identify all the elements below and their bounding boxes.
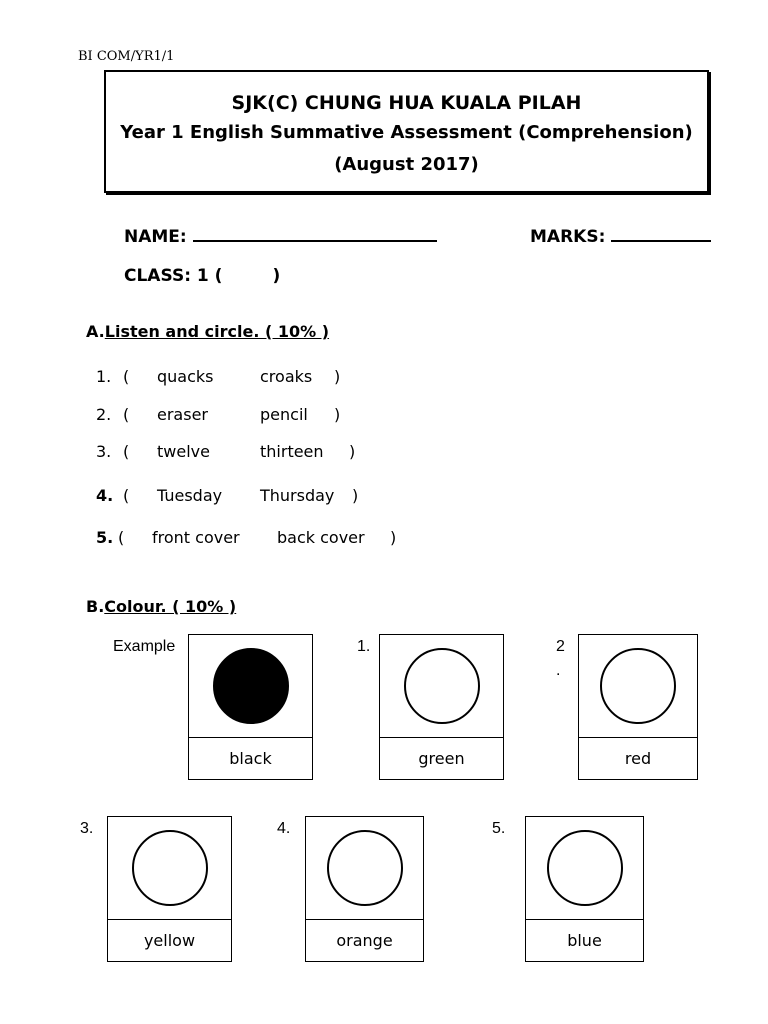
section-a-letter: A.: [86, 322, 105, 341]
option-2-b[interactable]: pencil: [260, 405, 308, 424]
colour-box-green: [379, 634, 504, 780]
open-paren: (: [123, 486, 130, 505]
colour-item-number: 2: [556, 638, 565, 655]
option-5-a[interactable]: front cover: [152, 528, 240, 547]
section-b-heading: Colour. ( 10% ): [104, 597, 237, 616]
option-1-b[interactable]: croaks: [260, 367, 313, 386]
colour-box-yellow: [107, 816, 232, 962]
colour-box-orange: [305, 816, 424, 962]
section-b-letter: B.: [86, 597, 105, 616]
option-4-a[interactable]: Tuesday: [157, 486, 223, 505]
colour-item-number: 4.: [277, 820, 291, 837]
colour-item-number: 1.: [357, 638, 371, 655]
open-paren: (: [118, 528, 125, 547]
section-b-title: [86, 597, 236, 616]
empty-circle[interactable]: [600, 648, 676, 724]
question-number: 1.: [96, 367, 112, 386]
option-2-a[interactable]: eraser: [157, 405, 208, 424]
empty-circle[interactable]: [132, 830, 208, 906]
colour-label: green: [418, 749, 465, 768]
marks-label: MARKS:: [530, 227, 606, 247]
open-paren: (: [123, 405, 130, 424]
close-paren: ): [349, 442, 356, 461]
example-label: Example: [113, 638, 176, 655]
assessment-date: (August 2017): [334, 154, 479, 175]
question-number: 4.: [96, 486, 114, 505]
option-3-a[interactable]: twelve: [157, 442, 210, 461]
colour-item-number: 3.: [80, 820, 94, 837]
marks-line[interactable]: [611, 224, 711, 242]
colour-label: black: [229, 749, 272, 768]
open-paren: (: [123, 442, 130, 461]
school-name: SJK(C) CHUNG HUA KUALA PILAH: [231, 92, 582, 114]
document-code: BI COM/YR1/1: [78, 49, 175, 64]
option-3-b[interactable]: thirteen: [260, 442, 324, 461]
question-number: 2.: [96, 405, 112, 424]
name-label: NAME:: [124, 227, 187, 247]
close-paren: ): [352, 486, 359, 505]
section-a-title: [86, 322, 329, 341]
section-a-heading: Listen and circle. ( 10% ): [104, 322, 330, 341]
assessment-title: Year 1 English Summative Assessment (Comprehension): [120, 122, 693, 143]
colour-box-red: [578, 634, 698, 780]
circle-area: [108, 817, 231, 920]
empty-circle[interactable]: [327, 830, 403, 906]
circle-area: [189, 635, 312, 738]
circle-area: [380, 635, 503, 738]
circle-area: [579, 635, 697, 738]
option-4-b[interactable]: Thursday: [260, 486, 335, 505]
close-paren: ): [390, 528, 397, 547]
colour-label: red: [624, 749, 652, 768]
question-number: 5.: [96, 528, 114, 547]
name-line[interactable]: [193, 224, 437, 242]
marks-field[interactable]: [530, 224, 711, 247]
circle-area: [306, 817, 423, 920]
close-paren: ): [334, 367, 341, 386]
colour-box-blue: [525, 816, 644, 962]
option-5-b[interactable]: back cover: [277, 528, 365, 547]
colour-item-number: 5.: [492, 820, 506, 837]
empty-circle[interactable]: [547, 830, 623, 906]
circle-area: [526, 817, 643, 920]
class-field[interactable]: [124, 266, 280, 286]
name-field[interactable]: [124, 224, 437, 247]
filled-circle: [213, 648, 289, 724]
open-paren: (: [123, 367, 130, 386]
class-label: CLASS: 1 (: [124, 266, 223, 286]
colour-label: orange: [336, 931, 393, 950]
header-box: [104, 70, 709, 193]
colour-item-number-dot: .: [556, 662, 561, 679]
colour-label: blue: [567, 931, 602, 950]
empty-circle[interactable]: [404, 648, 480, 724]
colour-box-black: [188, 634, 313, 780]
class-close: ): [272, 266, 281, 286]
colour-label: yellow: [143, 931, 196, 950]
question-number: 3.: [96, 442, 112, 461]
close-paren: ): [334, 405, 341, 424]
option-1-a[interactable]: quacks: [157, 367, 214, 386]
